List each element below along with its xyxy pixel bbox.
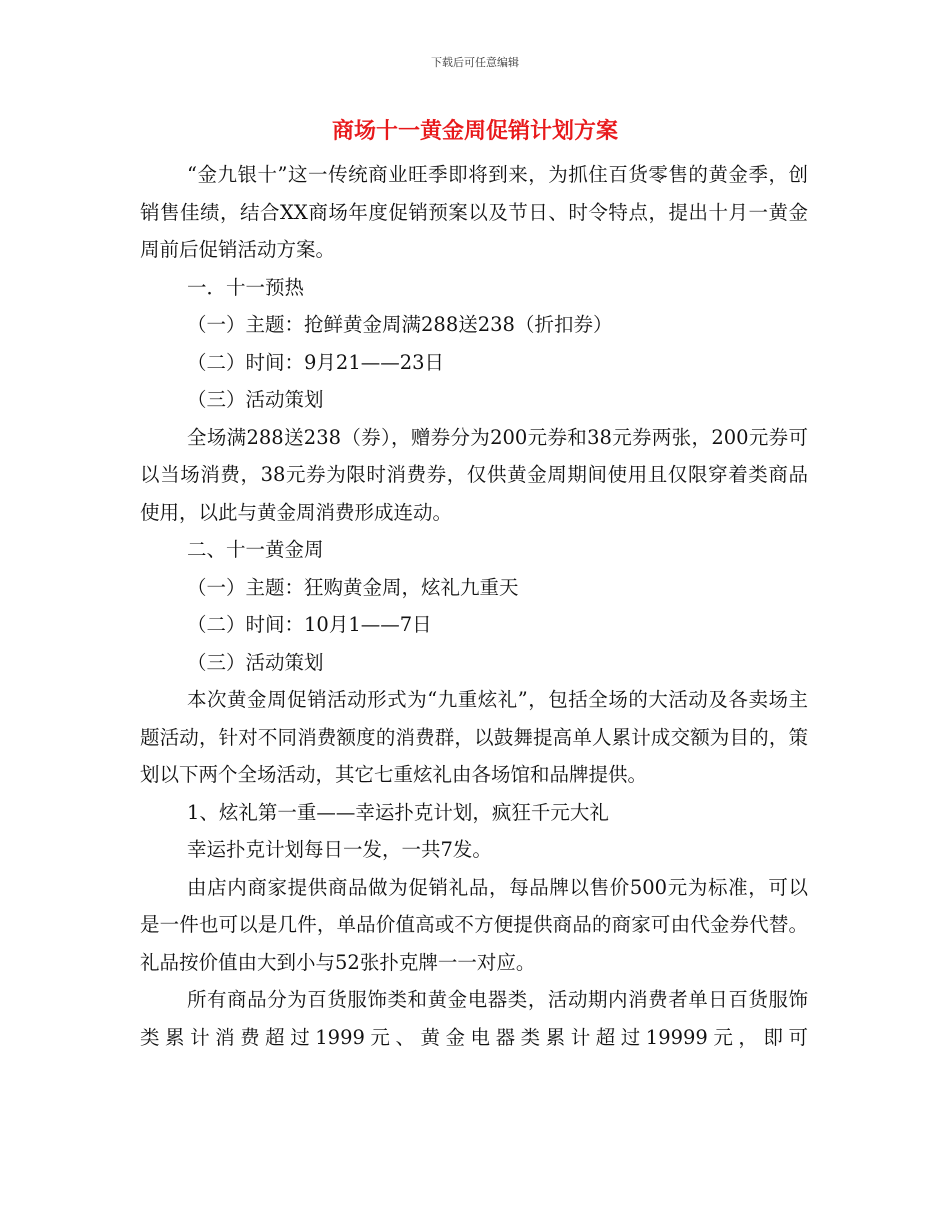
preheat-time: （二）时间：9月21——23日 — [187, 350, 445, 374]
document-title: 商场十一黄金周促销计划方案 — [331, 118, 618, 144]
category-rules-paragraph: 所有商品分为百货服饰类和黄金电器类，活动期内消费者单日百货服饰类累计消费超过1999元、黄金电器类累计超过19999元，即可 — [140, 988, 808, 1049]
page-header: 下载后可任意编辑 — [431, 56, 519, 69]
golden-week-theme: （一）主题：狂购黄金周，炫礼九重天 — [187, 575, 519, 599]
golden-week-time: （二）时间：10月1——7日 — [187, 613, 432, 636]
gift-level-one-heading: 1、炫礼第一重——幸运扑克计划，疯狂千元大礼 — [187, 800, 609, 824]
section-heading-golden-week: 二、十一黄金周 — [187, 538, 324, 561]
preheat-plan-heading: （三）活动策划 — [187, 388, 324, 411]
golden-week-plan-paragraph: 本次黄金周促销活动形式为“九重炫礼”，包括全场的大活动及各卖场主题活动，针对不同消费额度的消费群，以鼓舞提高单人累计成交额为目的，策划以下两个全场活动，其它七重炫礼由各场馆和品牌提供。 — [140, 688, 808, 786]
document-body — [140, 156, 808, 1056]
preheat-theme: （一）主题：抢鲜黄金周满288送238（折扣券） — [187, 313, 613, 336]
intro-paragraph: “金九银十”这一传统商业旺季即将到来，为抓住百货零售的黄金季，创销售佳绩，结合XX商场年度促销预案以及节日、时令特点，提出十月一黄金周前后促销活动方案。 — [140, 163, 808, 261]
poker-plan-frequency: 幸运扑克计划每日一发，一共7发。 — [187, 838, 492, 861]
golden-week-plan-heading: （三）活动策划 — [187, 650, 324, 674]
preheat-plan-paragraph: 全场满288送238（券），赠券分为200元券和38元券两张，200元券可以当场消费，38元券为限时消费券，仅供黄金周期间使用且仅限穿着类商品使用，以此与黄金周消费形成连动。 — [140, 425, 808, 524]
gift-source-paragraph: 由店内商家提供商品做为促销礼品，每品牌以售价500元为标准，可以是一件也可以是几件，单品价值高或不方便提供商品的商家可由代金券代替。礼品按价值由大到小与52张扑克牌一一对应。 — [140, 875, 808, 974]
section-heading-preheat: 一．十一预热 — [187, 275, 305, 299]
